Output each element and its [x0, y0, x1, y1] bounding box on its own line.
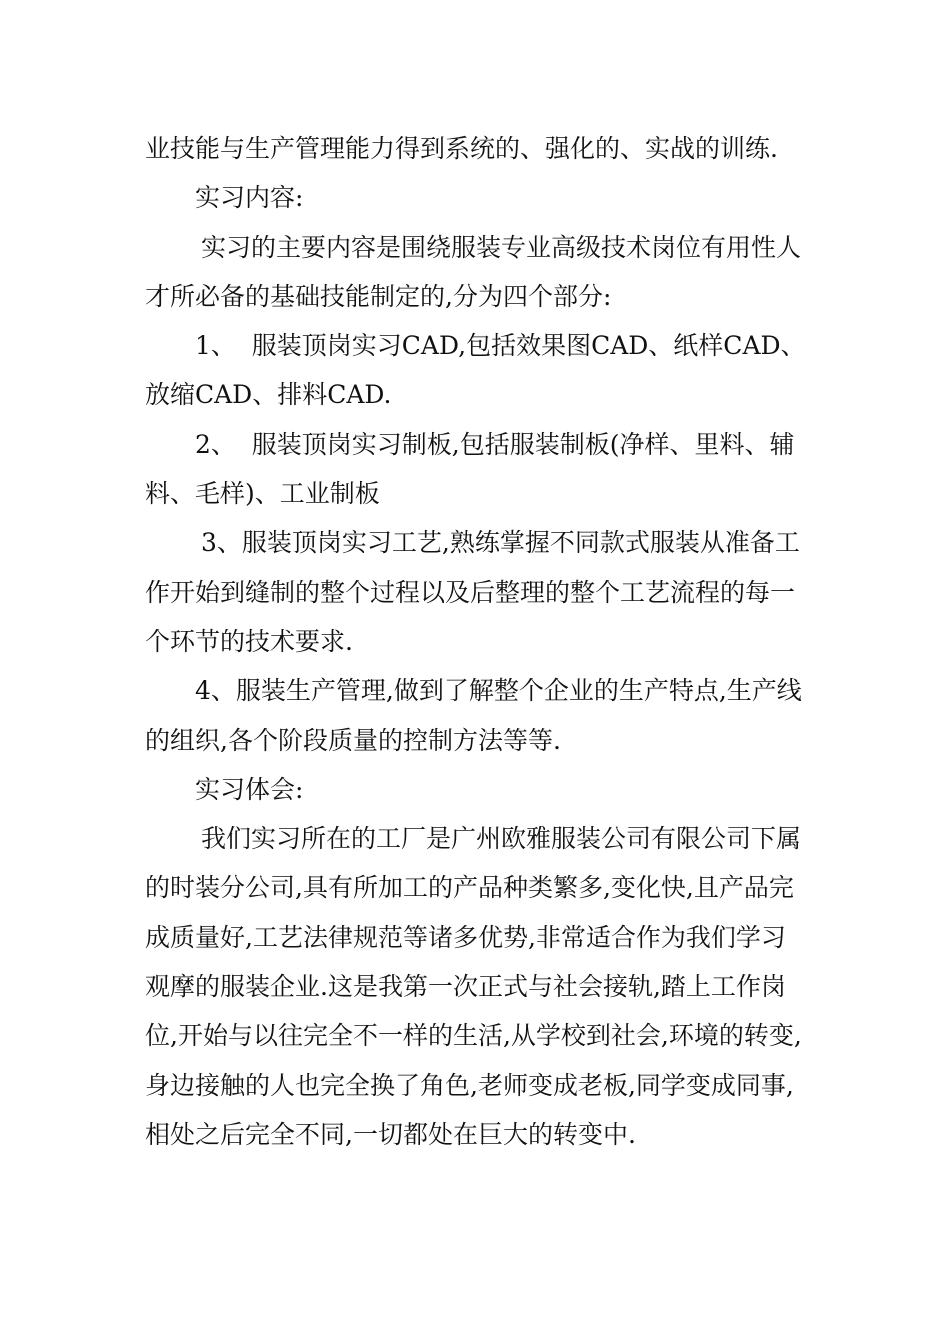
paragraph-intro-continuation: 业技能与生产管理能力得到系统的、强化的、实战的训练. — [145, 134, 778, 163]
paragraph-main-content: 实习的主要内容是围绕服装专业高级技术岗位有用性人才所必备的基础技能制定的,分为四个部分: — [145, 232, 802, 311]
list-item-4-management: 4、服装生产管理,做到了解整个企业的生产特点,生产线的组织,各个阶段质量的控制方法等等. — [145, 676, 802, 755]
list-item-2-pattern-making: 2、 服装顶岗实习制板,包括服装制板(净样、里料、辅料、毛样)、工业制板 — [145, 429, 795, 509]
paragraph-experience: 我们实习所在的工厂是广州欧雅服装公司有限公司下属的时装分公司,具有所加工的产品种类繁多,变化快,且产品完成质量好,工艺法律规范等诸多优势,非常适合作为我们学习观摩的服装企业.这是我第一次正式与社会接轨,踏上工作岗位,开始与以往完全不一样的生活,从学校到社会,环境的转变,身边接触的人也完全换了角色,老师变成老板,同学变成同事,相处之后完全不同,一切都处在巨大的转变中. — [145, 824, 802, 1149]
list-item-1-cad: 1、 服装顶岗实习CAD,包括效果图CAD、纸样CAD、放缩CAD、排料CAD. — [145, 331, 806, 410]
heading-internship-content: 实习内容: — [195, 183, 304, 213]
document-page — [145, 124, 810, 1159]
list-item-3-craft: 3、服装顶岗实习工艺,熟练掌握不同款式服装从准备工作开始到缝制的整个过程以及后整理的整个工艺流程的每一个环节的技术要求. — [145, 528, 800, 656]
heading-internship-experience: 实习体会: — [195, 774, 304, 804]
